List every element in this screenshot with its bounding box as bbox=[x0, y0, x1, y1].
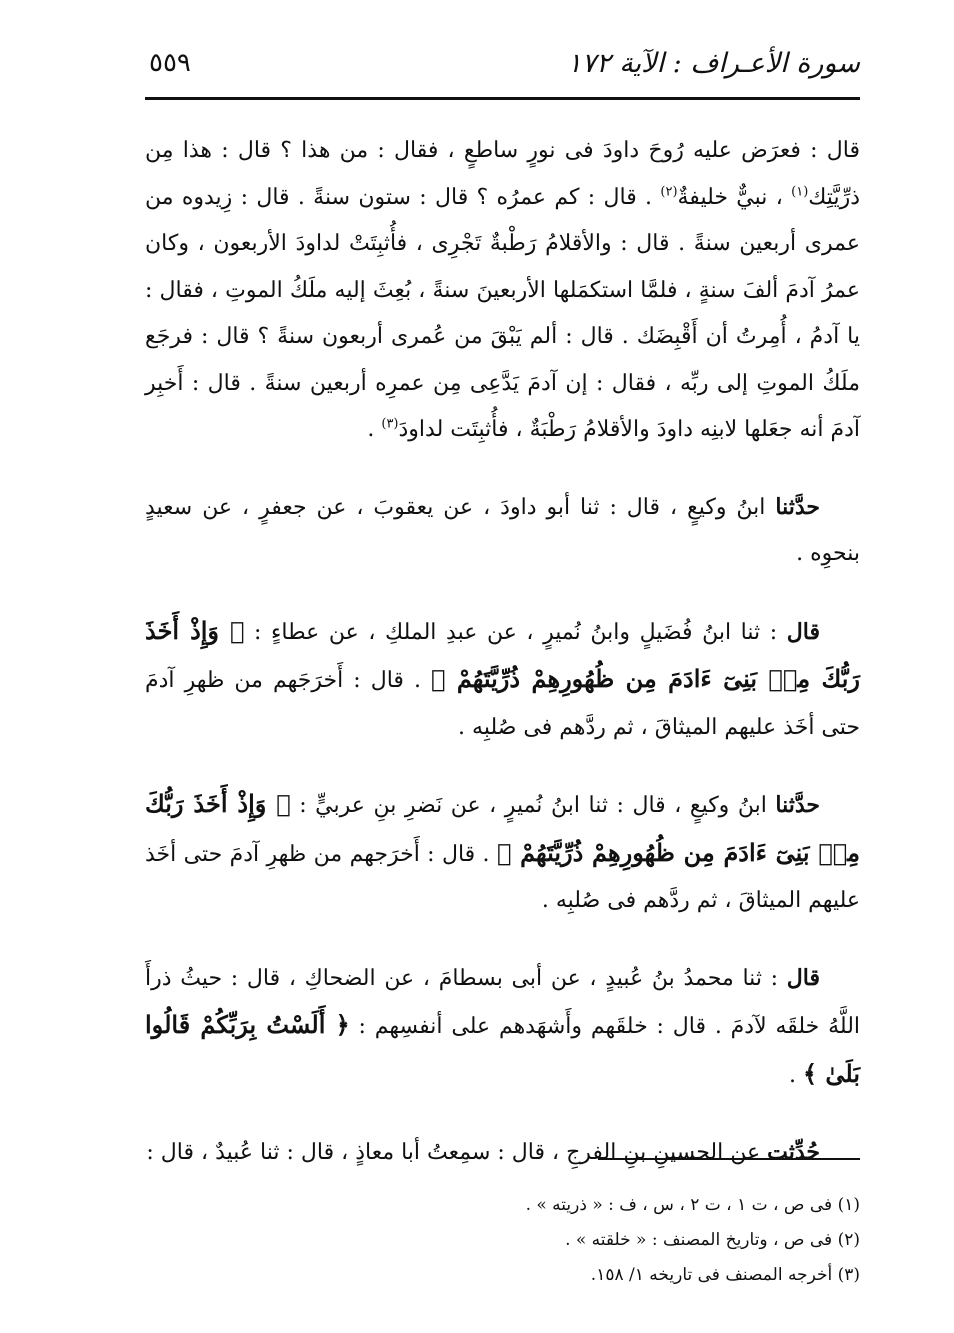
paragraph bbox=[145, 955, 860, 1100]
paragraph bbox=[145, 608, 860, 752]
header-rule bbox=[145, 97, 860, 100]
paragraph-text: . قال : أَخرَجَهم من ظهرِ آدمَ حتى أخَذ عليهم الميثاقَ ، ثم ردَّهم فى صُلبِه . bbox=[145, 668, 860, 740]
footnotes bbox=[145, 1188, 860, 1293]
paragraph-text: : ثنا محمدُ بنُ عُبيدٍ ، عن أبى بسطامَ ، عن الضحاكِ ، قال : حيثُ ذرأَ اللَّهُ خلقَه لآدمَ . قال : خلقَهم وأَشهَدهم على أنفسِهم : bbox=[145, 965, 861, 1039]
paragraph-text: ابنُ وكيعٍ ، قال : ثنا ابنُ نُميرٍ ، عن نَضرِ بنِ عربيٍّ : bbox=[290, 793, 776, 818]
paragraph-text: قال : فعرَض عليه رُوحَ داودَ فى نورٍ ساطعٍ ، فقال : من هذا ؟ قال : هذا مِن ذرِّيَّتِك bbox=[145, 138, 860, 210]
footnote: (٣) أخرجه المصنف فى تاريخه ١/ ١٥٨. bbox=[590, 1265, 860, 1285]
footnote-separator bbox=[598, 1158, 860, 1160]
page-number: ٥٥٩ bbox=[149, 48, 191, 78]
footnote: (٢) فى ص ، وتاريخ المصنف : « خلقته » . bbox=[565, 1230, 860, 1250]
paragraph-text: ، نبيٌّ خليفةٌ bbox=[677, 184, 792, 210]
paragraph bbox=[145, 128, 860, 454]
quran-verse: ﴿ وَإِذْ أَخَذَ رَبُّكَ مِنۢ بَنِىٓ ءَادَمَ مِن ظُهُورِهِمْ ذُرِّيَّتَهُمْ ﴾ bbox=[145, 615, 860, 693]
paragraph-lead-word: حدَّثنا bbox=[775, 792, 820, 818]
running-title: سورة الأعـراف : الآية ١٧٢ bbox=[567, 48, 860, 79]
footnote-reference: (١) bbox=[791, 184, 809, 200]
paragraph-lead-word: حدَّثنا bbox=[775, 493, 820, 520]
page-header bbox=[145, 42, 860, 92]
paragraph-text: . bbox=[367, 417, 382, 442]
paragraph-text: . قال : كم عمرُه ؟ قال : ستون سنةً . قال : زِيدوه من عمرى أربعين سنةً . قال : والأقلامُ رَطْبةٌ تَجْرِى ، فأُثبِتَتْ لداودَ الأربعون ، وكان عمرُ آدمَ ألفَ سنةٍ ، فلمَّا استكمَلها الأربعينَ سنةً ، بُعِثَ إليه ملَكُ الموتِ ، فقال : يا آدمُ ، أُمِرتُ أن أَقْبِضَك . قال : ألم يَبْقَ من عُمرى أربعون سنةً ؟ قال : فرجَع ملَكُ الموتِ إلى ربِّه ، فقال : إن آدمَ يَدَّعِى مِن عمرِه أربعين سنةً . قال : أَخبِر آدمَ أنه جعَلها لابنِه داودَ والأقلامُ رَطْبَةٌ ، فأُثبِتَت لداودَ bbox=[145, 184, 860, 442]
paragraph-text: عن الحسينِ بنِ الفرجِ ، قال : سمِعتُ أبا معاذٍ ، قال : ثنا عُبيدٌ ، قال : bbox=[146, 1140, 768, 1165]
paragraph bbox=[145, 1129, 860, 1177]
footnote: (١) فى ص ، ت ١ ، ت ٢ ، س ، ف : « ذريته » . bbox=[525, 1195, 860, 1215]
footnote-reference: (٢) bbox=[660, 184, 678, 200]
main-text bbox=[145, 128, 860, 1207]
paragraph bbox=[145, 484, 860, 578]
paragraph-text: . قال : أَخرَجهم من ظهرِ آدمَ حتى أخَذ عليهم الميثاقَ ، ثم ردَّهم فى صُلبِه . bbox=[145, 841, 860, 913]
footnote-reference: (٣) bbox=[381, 416, 399, 432]
quran-verse: ﴿ وَإِذْ أَخَذَ رَبُّكَ مِنۢ بَنِىٓ ءَادَمَ مِن ظُهُورِهِمْ ذُرِّيَّتَهُمْ ﴾ bbox=[145, 789, 861, 867]
paragraph bbox=[145, 781, 860, 925]
paragraph-lead-word: قال bbox=[786, 964, 820, 991]
paragraph-text: : ثنا ابنُ فُضَيلٍ وابنُ نُميرٍ ، عن عبدِ الملكِ ، عن عطاءٍ : bbox=[244, 619, 787, 645]
paragraph-text: . bbox=[788, 1062, 803, 1088]
paragraph-text: ابنُ وكيعٍ ، قال : ثنا أبو داودَ ، عن يعقوبَ ، عن جعفرٍ ، عن سعيدٍ بنحوِه . bbox=[145, 494, 860, 566]
paragraph-lead-word: قال bbox=[786, 618, 820, 645]
paragraph-lead-word: حُدِّثت bbox=[767, 1139, 820, 1165]
quran-verse: ﴿ أَلَسْتُ بِرَبِّكُمْ قَالُوا بَلَىٰ ﴾ bbox=[145, 1010, 860, 1088]
